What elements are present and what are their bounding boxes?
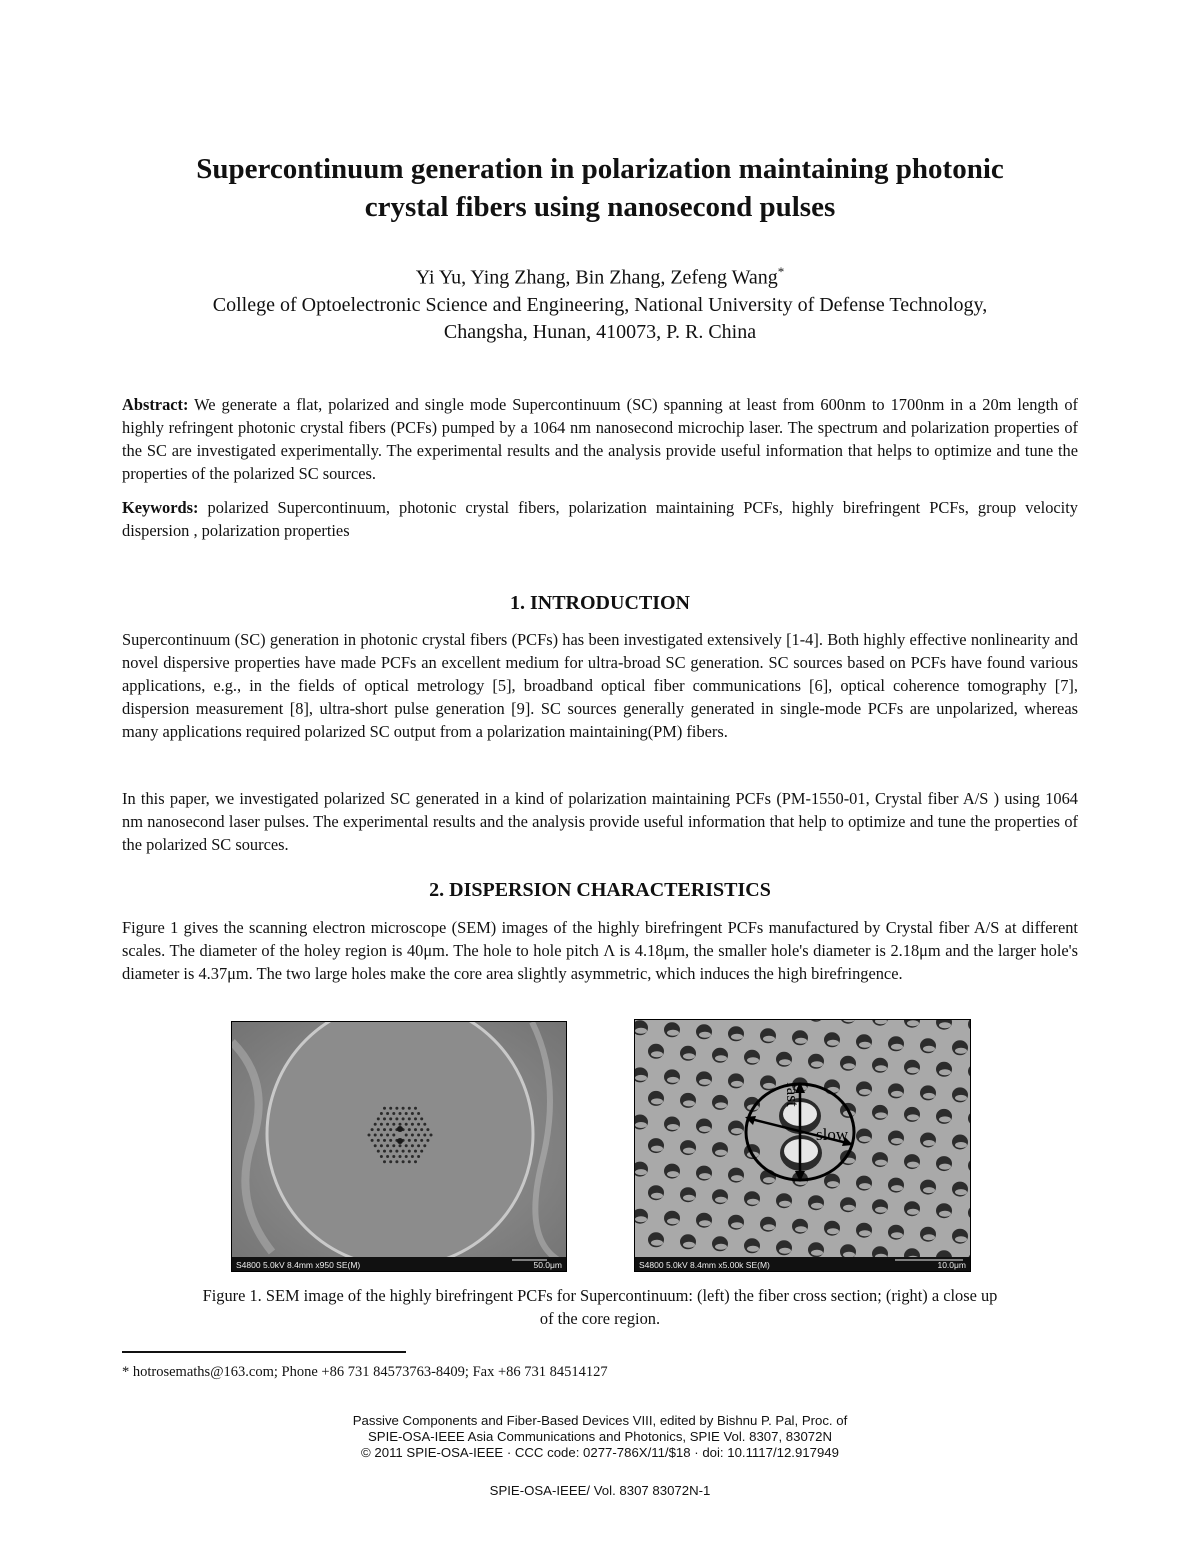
left-scale-value: 50.0μm: [533, 1260, 562, 1270]
abstract-label: Abstract:: [122, 395, 189, 414]
keywords-text: polarized Supercontinuum, photonic crystal fibers, polarization maintaining PCFs, highly birefringent PCFs, group velocity dispersion , polarization properties: [122, 498, 1078, 540]
pubinfo-line-3: © 2011 SPIE-OSA-IEEE · CCC code: 0277-786X/11/$18 · doi: 10.1117/12.917949: [361, 1445, 839, 1460]
footnote-contact: * hotrosemaths@163.com; Phone +86 731 84573763-8409; Fax +86 731 84514127: [122, 1364, 608, 1380]
dispersion-paragraph-1: Figure 1 gives the scanning electron microscope (SEM) images of the highly birefringent PCFs manufactured by Crystal fiber A/S at different scales. The diameter of the holey region is 40μm. The hole to hole pitch Λ is 4.18μm, the smaller hole's diameter is 2.18μm and the larger hole's diameter is 4.37μm. The two large holes make the core area slightly asymmetric, which induces the high birefringence.: [122, 918, 1078, 983]
author-block: [100, 258, 1100, 346]
keywords-label: Keywords:: [122, 498, 199, 517]
abstract: [122, 393, 1078, 485]
section-heading-introduction: 1. INTRODUCTION: [509, 592, 691, 614]
corresponding-mark: *: [777, 264, 785, 279]
footnote-divider: [122, 1351, 406, 1353]
left-scalebar-info: S4800 5.0kV 8.4mm x950 SE(M): [236, 1260, 361, 1270]
caption-line-1: Figure 1. SEM image of the highly birefringent PCFs for Supercontinuum: (left) the fiber cross section; (right) a close up: [202, 1286, 998, 1305]
section-heading-dispersion: 2. DISPERSION CHARACTERISTICS: [429, 879, 771, 901]
right-scalebar-info: S4800 5.0kV 8.4mm x5.00k SE(M): [639, 1260, 770, 1270]
publication-info: [200, 1413, 1000, 1461]
affiliation-line-2: Changsha, Hunan, 410073, P. R. China: [443, 320, 757, 343]
intro-paragraph-2: In this paper, we investigated polarized SC generated in a kind of polarization maintaining PCFs (PM-1550-01, Crystal fiber A/S ) using 1064 nm nanosecond laser pulses. The experimental results and the analysis provide useful information that help to optimize and tune the properties of the polarized SC sources.: [122, 789, 1078, 854]
affiliation-line-1: College of Optoelectronic Science and Engineering, National University of Defense Technology,: [212, 293, 988, 316]
title-line-1: Supercontinuum generation in polarization maintaining photonic: [196, 153, 1004, 185]
sem-image-core-closeup: [634, 1019, 971, 1272]
abstract-text: We generate a flat, polarized and single mode Supercontinuum (SC) spanning at least from 600nm to 1700nm in a 20m length of highly refringent photonic crystal fibers (PCFs) pumped by a 1064 nm nanosecond microchip laser. The spectrum and polarization properties of the SC are investigated experimentally. The experimental results and the analysis provide useful information that helps to optimize and tune the properties of the polarized SC sources.: [122, 395, 1078, 483]
pubinfo-line-2: SPIE-OSA-IEEE Asia Communications and Photonics, SPIE Vol. 8307, 83072N: [367, 1429, 832, 1444]
keywords: [122, 496, 1078, 542]
label-fast-axis: fast: [783, 1082, 802, 1107]
right-scale-value: 10.0μm: [937, 1260, 966, 1270]
intro-paragraph-1: Supercontinuum (SC) generation in photonic crystal fibers (PCFs) has been investigated extensively [1-4]. Both highly effective nonlinearity and novel dispersive properties have made PCFs an excellent medium for ultra-broad SC generation. SC sources based on PCFs have found various applications, e.g., in the fields of optical metrology [5], broadband optical fiber communications [6], optical coherence tomography [7], dispersion measurement [8], ultra-short pulse generation [9]. SC sources generally generated in single-mode PCFs are unpolarized, whereas many applications required polarized SC output from a polarization maintaining(PM) fibers.: [122, 630, 1078, 741]
page-footer: SPIE-OSA-IEEE/ Vol. 8307 83072N-1: [489, 1483, 711, 1498]
label-slow-axis: slow: [816, 1125, 849, 1144]
paper-title: [100, 150, 1100, 226]
pubinfo-line-1: Passive Components and Fiber-Based Devices VIII, edited by Bishnu P. Pal, Proc. of: [352, 1413, 848, 1428]
sem-image-cross-section: [231, 1021, 567, 1272]
figure-1-caption: [122, 1284, 1078, 1330]
title-line-2: crystal fibers using nanosecond pulses: [364, 191, 836, 223]
caption-line-2: of the core region.: [539, 1309, 661, 1328]
author-names: Yi Yu, Ying Zhang, Bin Zhang, Zefeng Wang: [415, 266, 778, 289]
